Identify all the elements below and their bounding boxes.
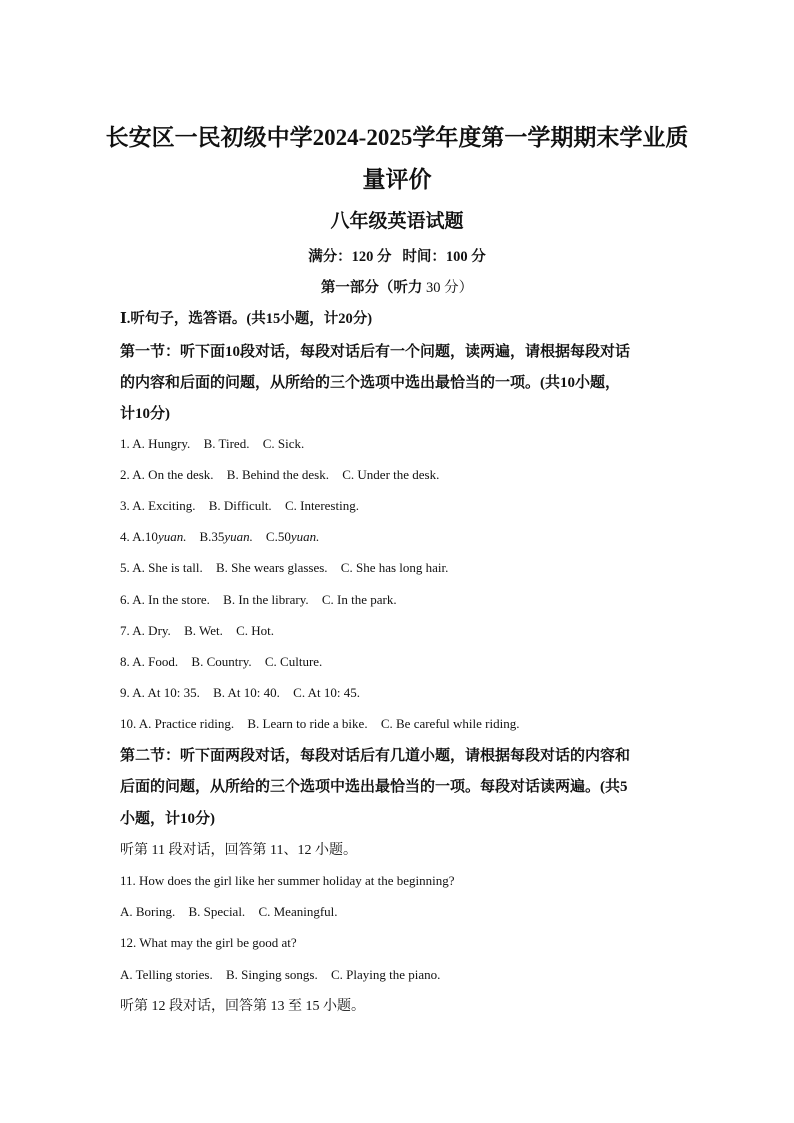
- option-a: A. Dry.: [132, 623, 171, 638]
- option-a-unit: yuan.: [157, 529, 187, 544]
- option-b: B. Wet.: [184, 623, 223, 638]
- option-c: C. Be careful while riding.: [380, 716, 520, 731]
- option-c-amount: C.50: [265, 529, 291, 544]
- option-c: C. Culture.: [264, 654, 323, 669]
- option-c-unit: yuan.: [290, 529, 320, 544]
- question-7: [120, 623, 284, 639]
- option-c: C. Meaningful.: [258, 904, 338, 919]
- option-c: C. At 10: 45.: [293, 685, 360, 700]
- question-11-options: [120, 904, 348, 920]
- question-number: 3.: [120, 498, 130, 513]
- dialog-11-note: 听第 11 段对话，回答第 11、12 小题。: [120, 843, 357, 858]
- option-a: A. In the store.: [132, 592, 210, 607]
- question-number: 1.: [120, 436, 130, 451]
- question-3: [120, 498, 369, 514]
- option-a: A. Hungry.: [132, 436, 191, 451]
- option-b: B. At 10: 40.: [213, 685, 280, 700]
- question-number: 8.: [120, 654, 130, 669]
- option-a: [132, 529, 186, 544]
- option-b: B. Singing songs.: [225, 967, 318, 982]
- score-time-line: 满分：120 分 时间：100 分: [308, 249, 486, 265]
- question-number: 4.: [120, 529, 130, 544]
- option-c: C. Under the desk.: [342, 467, 440, 482]
- question-4: [120, 529, 319, 545]
- part-one-score: 30 分）: [422, 280, 474, 296]
- sub1-instruction-line2: 的内容和后面的问题，从所给的三个选项中选出最恰当的一项。(共10小题，: [120, 375, 620, 391]
- option-a: A. Exciting.: [132, 498, 196, 513]
- sub1-instruction-line1: 第一节：听下面10段对话，每段对话后有一个问题，读两遍，请根据每段对话: [120, 344, 631, 360]
- option-b: B. Behind the desk.: [226, 467, 329, 482]
- option-a: A. On the desk.: [132, 467, 214, 482]
- question-11-stem: 11. How does the girl like her summer holiday at the beginning?: [120, 873, 455, 888]
- option-b: B. Difficult.: [208, 498, 272, 513]
- question-number: 7.: [120, 623, 130, 638]
- option-a: A. She is tall.: [132, 560, 203, 575]
- option-b: B. Special.: [188, 904, 246, 919]
- option-a: A. Food.: [132, 654, 179, 669]
- question-12-options: [120, 967, 450, 983]
- question-5: [120, 560, 458, 576]
- question-number: 5.: [120, 560, 130, 575]
- option-c: C. Playing the piano.: [330, 967, 441, 982]
- option-b: B. Learn to ride a bike.: [247, 716, 368, 731]
- question-8: [120, 654, 332, 670]
- option-a: A. At 10: 35.: [132, 685, 200, 700]
- question-number: 2.: [120, 467, 130, 482]
- option-a-amount: A.10: [132, 529, 158, 544]
- question-12-stem: 12. What may the girl be good at?: [120, 935, 297, 950]
- sub2-instruction-line1: 第二节：听下面两段对话，每段对话后有几道小题，请根据每段对话的内容和: [120, 748, 631, 764]
- question-9: [120, 685, 370, 701]
- dialog-12-note: 听第 12 段对话，回答第 13 至 15 小题。: [120, 999, 365, 1014]
- option-b: B. Country.: [191, 654, 252, 669]
- option-b-amount: B.35: [199, 529, 225, 544]
- sub1-instruction-line3: 计10分): [120, 406, 170, 422]
- part-one-label: 第一部分（听力: [320, 280, 423, 296]
- part-one-title: [100, 279, 694, 297]
- option-c: C. In the park.: [321, 592, 397, 607]
- option-a: A. Boring.: [120, 904, 176, 919]
- option-c: C. Interesting.: [284, 498, 359, 513]
- question-number: 6.: [120, 592, 130, 607]
- option-c: C. Sick.: [262, 436, 305, 451]
- option-b-unit: yuan.: [224, 529, 253, 544]
- option-b: [199, 529, 252, 544]
- sub2-instruction-line3: 小题，计10分): [120, 811, 215, 827]
- option-c: C. She has long hair.: [340, 560, 449, 575]
- option-b: B. In the library.: [223, 592, 309, 607]
- question-1: [120, 436, 314, 452]
- exam-title-line1: 长安区一民初级中学2024-2025学年度第一学期期末学业质: [105, 125, 689, 150]
- option-b: B. Tired.: [203, 436, 250, 451]
- question-number: 10.: [120, 716, 137, 731]
- exam-subtitle: 八年级英语试题: [330, 211, 464, 232]
- exam-title-line2: 量评价: [362, 167, 432, 192]
- question-6: [120, 592, 407, 608]
- option-b: B. She wears glasses.: [215, 560, 328, 575]
- section-one-header: Ⅰ.听句子，选答语。(共15小题，计20分): [120, 311, 373, 327]
- question-2: [120, 467, 449, 483]
- option-a: A. Telling stories.: [120, 967, 213, 982]
- option-c: C. Hot.: [236, 623, 275, 638]
- option-c: [266, 529, 319, 544]
- question-10: [120, 716, 529, 732]
- sub2-instruction-line2: 后面的问题，从所给的三个选项中选出最恰当的一项。每段对话读两遍。(共5: [120, 779, 628, 795]
- option-a: A. Practice riding.: [138, 716, 235, 731]
- question-number: 9.: [120, 685, 130, 700]
